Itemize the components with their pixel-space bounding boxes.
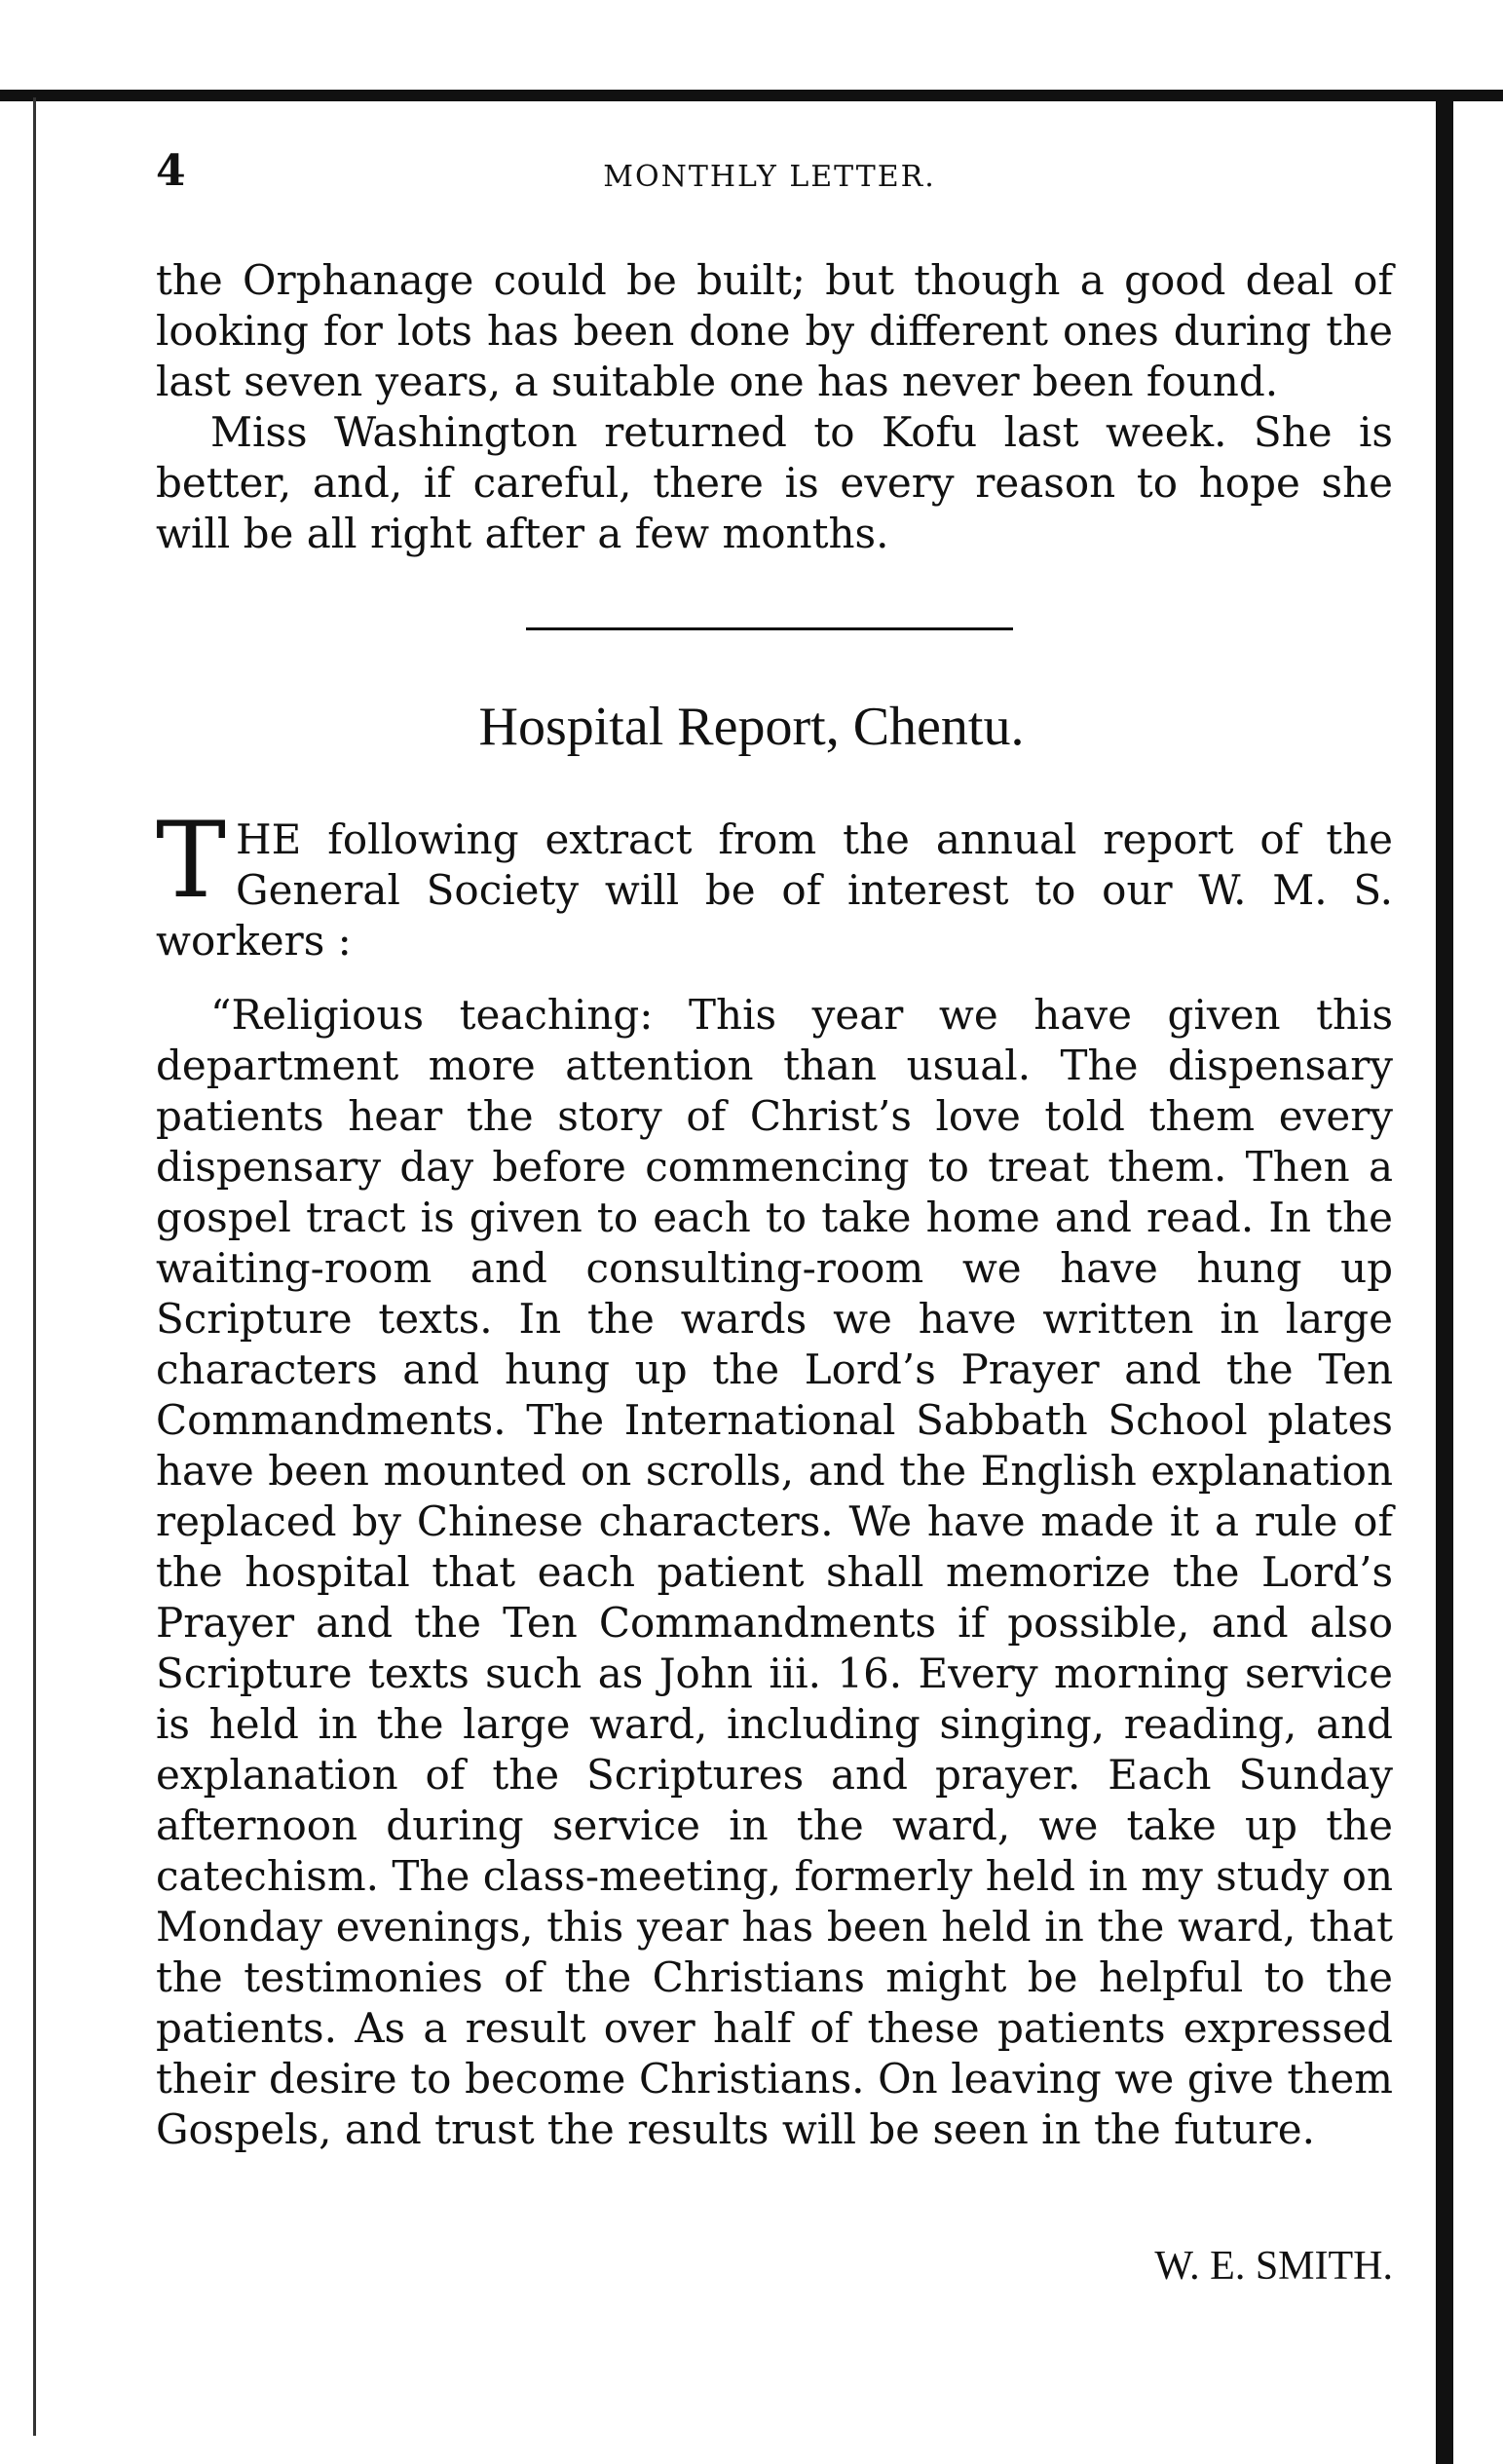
running-title: MONTHLY LETTER. [603, 160, 936, 194]
right-border-rule [1436, 97, 1453, 2464]
article-quote [156, 990, 1393, 2155]
article-intro [156, 800, 1393, 967]
article-title: Hospital Report, Chentu. [478, 697, 1025, 757]
top-border-rule [0, 90, 1503, 101]
page-header [146, 146, 1393, 205]
paragraph-text: the Orphanage could be built; but though a good deal of looking for lots has been done by different ones during the last seven years, a suitable one has never been found. [156, 256, 1393, 405]
intro-text: HE following extract from the annual report of the General Society will be of interest to our W. M. S. workers : [156, 815, 1393, 965]
page-number: 4 [156, 146, 186, 196]
left-border-rule [33, 97, 36, 2436]
drop-cap: T [156, 800, 227, 922]
signature: W. E. SMITH. [1154, 2244, 1393, 2289]
quote-text: “Religious teaching: This year we have given this department more attention than usual. The dispensary patients hear the story of Christ’s love told them every dispensary day before commencing to treat them. Then a gospel tract is given to each to take home and read. In the waiting-room and consulting-room we have hung up Scripture texts. In the wards we have written in large characters and hung up the Lord’s Prayer and the Ten Commandments. The International Sabbath School plates have been mounted on scrolls, and the English explanation replaced by Chinese characters. We have made it a rule of the hospital that each patient shall memorize the Lord’s Prayer and the Ten Commandments if possible, and also Scripture texts such as John iii. 16. Every morning service is held in the large ward, including singing, reading, and explanation of the Scriptures and prayer. Each Sunday afternoon during service in the ward, we take up the catechism. The class-meeting, formerly held in my study on Monday evenings, this year has been held in the ward, that the testimonies of the Christians might be helpful to the patients. As a result over half of these patients expressed their desire to become Christians. On leaving we give them Gospels, and trust the results will be seen in the future. [156, 991, 1393, 2153]
continuation-paragraph-2 [156, 407, 1393, 559]
continuation-paragraph-1 [156, 255, 1393, 407]
paragraph-text: Miss Washington returned to Kofu last week. She is better, and, if careful, there is every reason to hope she will be all right after a few months. [156, 408, 1393, 557]
section-divider [526, 627, 1013, 630]
